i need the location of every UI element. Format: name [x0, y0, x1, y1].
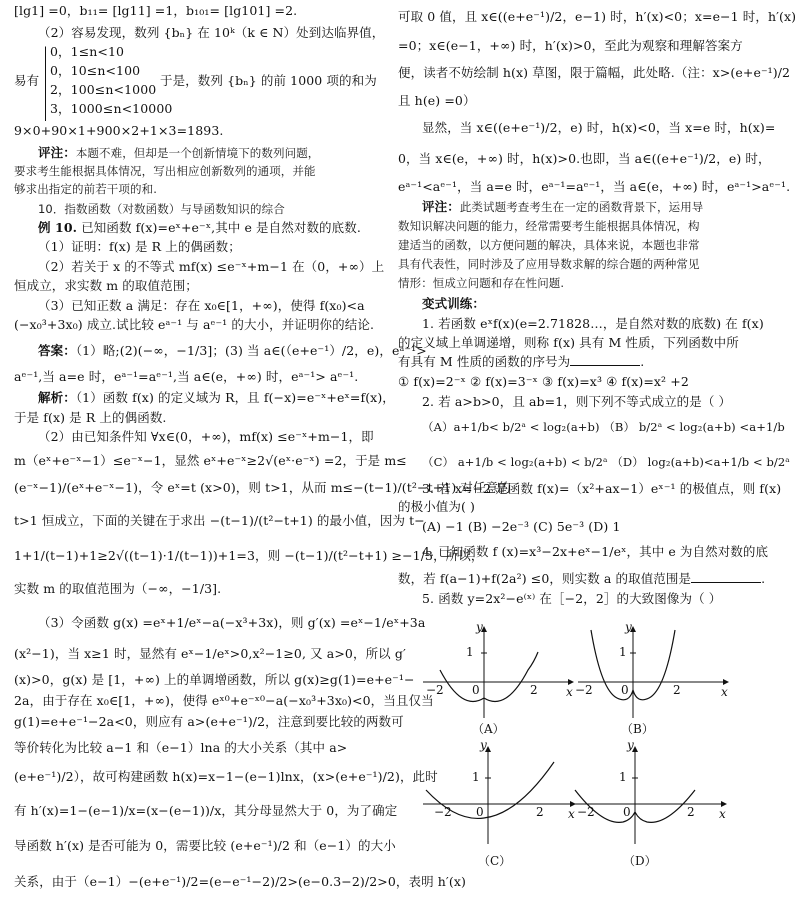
graph-c: [418, 738, 583, 870]
y-axis-label: y: [627, 738, 634, 752]
graph-caption: （B）: [621, 722, 654, 736]
graph-caption: （A）: [472, 722, 505, 736]
x-axis-label: x: [566, 685, 573, 699]
text-line: 的定义域上单调递增，则称 f(x) 具有 M 性质，下列函数中所: [398, 335, 739, 350]
text-line: （3）已知正数 a 满足：存在 x₀∈[1，+∞)，使得 f(x₀)<a: [38, 298, 365, 313]
answer-blank: [691, 570, 761, 583]
piecewise-case: 0，10≤n<100: [50, 63, 141, 78]
text-line: eᵃ⁻¹<aᵉ⁻¹，当 a=e 时，eᵃ⁻¹=aᵉ⁻¹，当 a∈(e，+∞) 时，eᵃ⁻¹>aᵉ⁻¹.: [398, 179, 791, 194]
section-heading: 10．指数函数（对数函数）与导函数知识的综合: [38, 202, 285, 216]
text-line: （2）由已知条件知 ∀x∈(0，+∞)，mf(x) ≤e⁻ˣ+m−1，即: [38, 429, 374, 444]
comment-text: 本题不难，但却是一个创新情境下的数列问题，: [75, 146, 320, 160]
answer-blank: [570, 353, 640, 366]
exercise-heading: 变式训练：: [422, 296, 486, 311]
text-line: 3. 若 x=−2 是函数 f(x)=（x²+ax−1）eˣ⁻¹ 的极值点，则 f(x): [422, 481, 782, 496]
comment-text: 此类试题考查考生在一定的函数背景下，运用导: [459, 200, 704, 214]
x-tick-label: 0: [472, 683, 480, 697]
y-tick-label: 1: [619, 770, 627, 784]
text-line: 于是，数列 {bₙ} 的前 1000 项的和为: [160, 73, 377, 88]
x-axis-label: x: [568, 807, 575, 821]
text-line: =0；x∈(e−1，+∞) 时，h′(x)>0，至此为观察和理解答案方: [398, 38, 743, 53]
text-line: g(1)=e+e⁻¹−2a<0，则应有 a>(e+e⁻¹)/2，注意到要比较的两数可: [14, 714, 404, 729]
text-line: (x²−1)，当 x≥1 时，显然有 eˣ−1/eˣ>0,x²−1≥0, 又 a>0，所以 g′: [14, 646, 406, 661]
text-line: 实数 m 的取值范围为（−∞，−1/3].: [14, 581, 222, 596]
graph-d: [563, 738, 733, 870]
example-label: 例 10.: [38, 220, 78, 235]
x-tick-label: −2: [577, 805, 595, 819]
comment-text: 建适当的函数，以方便问题的解决，具体来说，本题也非常: [398, 238, 700, 252]
comment-text: 够求出指定的前若干项的和.: [14, 182, 157, 196]
text-line: aᵉ⁻¹,当 a=e 时，eᵃ⁻¹=aᵉ⁻¹,当 a∈(e，+∞) 时，eᵃ⁻¹> aᵉ⁻¹.: [14, 369, 359, 384]
comment-text: 情形：恒成立问题和存在性问题.: [398, 276, 565, 290]
piecewise-case: 2，100≤n<1000: [50, 82, 157, 97]
right-column: 可取 0 值，且 x∈((e+e⁻¹)/2，e−1) 时，h′(x)<0；x=e−1 时，h′(x) =0；x∈(e−1，+∞) 时，h′(x)>0，至此为观察和理解答案方 便，读者不妨绘制 h(x) 草图，限于篇幅，此处略.（注：x>(e+e⁻¹)/2 且 h(e) =0） 显然，当 x∈((e+e⁻¹)/2，e) 时，h(x)<0，当 x=e 时，h(x)= 0，当 x∈(e，+∞) 时，h(x)>0.也即，当 a∈((e+e⁻¹)/2，e) 时， eᵃ⁻¹<aᵉ⁻¹，当 a=e 时，eᵃ⁻¹=aᵉ⁻¹，当 a∈(e，+∞) 时，eᵃ⁻¹>aᵉ⁻¹. 评注：此类试题考查考生在一定的函数背景下，运用导 数知识解决问题的能力，经常需要考生能根据具体情况，构 建适当的函数，以方便问题的解决，具体来说，本题也非常 具有代表性，同时涉及了应用导数求解的综合题的两种常见 情形：恒成立问题和存在性问题. 变式训练： 1. 若函数 eˣf(x)(e=2.71828…，是自然对数的底数) 在 f(x) 的定义域上单调递增，则称 f(x) 具有 M 性质，下列函数中所 有具有 M 性质的函数的序号为 . ① f(x)=2⁻ˣ ② f(x)=3⁻ˣ ③ f(x)=x³ ④ f(x)=x² +2 2. 若 a>b>0，且 ab=1，则下列不等式成立的是（ ） （A）a+1/b< b/2ᵃ < log₂(a+b) （B） b/2ᵃ < log₂(a+b) <a+1/b （C） a+1/b < log₂(a+b) < b/2ᵃ （D） log₂(a+b)<a+1/b < b/2ᵃ 3. 若 x=−2 是函数 f(x)=（x²+ax−1）eˣ⁻¹ 的极值点，则 f(x) 的极小值为( ) (A) −1 (B) −2e⁻³ (C) 5e⁻³ (D) 1 4. 已知函数 f (x)=x³−2x+eˣ−1/eˣ，其中 e 为自然对数的底 数，若 f(a−1)+f(2a²) ≤0，则实数 a 的取值范围是 . 5. 函数 y=2x²−e⁽ˣ⁾ 在［−2，2］的大致图像为（ ） y 1 −2 0 2 x （A） y 1 −2 0 2 x （B） y 1 −2 0 2 x （C） y 1 −2 0 2 x （D）: [398, 9, 797, 868]
y-axis-label: y: [476, 620, 483, 634]
option-line: (A) −1 (B) −2e⁻³ (C) 5e⁻³ (D) 1: [422, 519, 621, 534]
text-line: 2a，由于存在 x₀∈[1，+∞)，使得 eˣ⁰+e⁻ˣ⁰−a(−x₀³+3x₀)<0，当且仅当: [14, 693, 434, 708]
text-line: 有具有 M 性质的函数的序号为: [398, 354, 571, 369]
x-tick-label: −2: [575, 683, 593, 697]
y-axis-label: y: [625, 620, 632, 634]
graph-caption: （C）: [478, 854, 512, 868]
x-axis-label: x: [721, 685, 728, 699]
comment-text: 具有代表性，同时涉及了应用导数求解的综合题的两种常见: [398, 257, 700, 271]
text-line: 0，当 x∈(e，+∞) 时，h(x)>0.也即，当 a∈((e+e⁻¹)/2，e) 时，: [398, 151, 771, 166]
text-line: 1. 若函数 eˣf(x)(e=2.71828…，是自然对数的底数) 在 f(x): [422, 316, 764, 331]
text-line: （1）证明：f(x) 是 R 上的偶函数；: [38, 239, 241, 254]
solution-label: 解析：: [38, 390, 76, 405]
graph-a: [418, 620, 578, 735]
x-tick-label: 0: [621, 683, 629, 697]
text-line: (x)>0，g(x) 是 [1，+∞) 上的单调增函数，所以 g(x)≥g(1)=e+e⁻¹−: [14, 672, 415, 687]
y-tick-label: 1: [472, 770, 480, 784]
text-line: 数，若 f(a−1)+f(2a²) ≤0，则实数 a 的取值范围是: [398, 571, 692, 586]
x-tick-label: −2: [434, 805, 452, 819]
x-tick-label: 0: [476, 805, 484, 819]
graph-b: [573, 620, 733, 735]
text-line: 关系，由于（e−1）−(e+e⁻¹)/2=(e−e⁻¹−2)/2>(e−0.3−2)/2>0，表明 h′(x): [14, 874, 466, 889]
comment-label: 评注：: [38, 145, 76, 160]
text-line: 5. 函数 y=2x²−e⁽ˣ⁾ 在［−2，2］的大致图像为（ ）: [422, 591, 722, 606]
comment-label: 评注：: [422, 199, 460, 214]
x-tick-label: 2: [536, 805, 544, 819]
y-tick-label: 1: [619, 645, 627, 659]
text-line: 9×0+90×1+900×2+1×3=1893.: [14, 123, 224, 138]
text-line: 1+1/(t−1)+1≥2√((t−1)·1/(t−1))+1=3，则 −(t−1)/(t²−t+1) ≥−1/3，所以，: [14, 548, 484, 563]
solution-text: （1）函数 f(x) 的定义域为 R，且 f(−x)=e⁻ˣ+eˣ=f(x)，: [75, 390, 395, 405]
piecewise-case: 0，1≤n<10: [50, 44, 125, 59]
x-tick-label: −2: [426, 683, 444, 697]
text-line: (−x₀³+3x₀) 成立.试比较 eᵃ⁻¹ 与 aᵉ⁻¹ 的大小，并证明你的结论.: [14, 317, 375, 332]
text-line: （2）容易发现，数列 {bₙ} 在 10ᵏ（k ∈ N）处到达临界值，: [38, 25, 385, 40]
x-tick-label: 0: [623, 805, 631, 819]
x-tick-label: 2: [687, 805, 695, 819]
x-tick-label: 2: [530, 683, 538, 697]
text-line: (e+e⁻¹)/2），故可构建函数 h(x)=x−1−(e−1)lnx，(x>(e+e⁻¹)/2)，此时: [14, 769, 438, 784]
text-line: 2. 若 a>b>0，且 ab=1，则下列不等式成立的是（ ）: [422, 394, 732, 409]
answer-text: （1）略;(2)(−∞，−1/3]；(3) 当 a∈(（e+e⁻¹）/2，e)，eᵃ⁻¹>: [75, 343, 427, 358]
text-line: 导函数 h′(x) 是否可能为 0，需要比较 (e+e⁻¹)/2 和（e−1）的大小: [14, 838, 396, 853]
text-line: t>1 恒成立，下面的关键在于求出 −(t−1)/(t²−t+1) 的最小值，因为 t−: [14, 513, 425, 528]
text-line: （2）若关于 x 的不等式 mf(x) ≤e⁻ˣ+m−1 在（0，+∞）上: [38, 259, 385, 274]
option-line: （A）a+1/b< b/2ᵃ < log₂(a+b) （B） b/2ᵃ < log₂(a+b) <a+1/b: [422, 420, 785, 434]
piecewise-case: 3，1000≤n<10000: [50, 101, 173, 116]
comment-text: 要求考生能根据具体情况，写出相应创新数列的通项，并能: [14, 164, 316, 178]
example-text: 已知函数 f(x)=eˣ+e⁻ˣ,其中 e 是自然对数的底数.: [81, 220, 361, 235]
y-tick-label: 1: [466, 645, 474, 659]
graph-caption: （D）: [623, 854, 657, 868]
text-line: (e⁻ˣ−1)/(eˣ+e⁻ˣ−1)，令 eˣ=t (x>0)，则 t>1，从而 m≤−(t−1)/(t²−t+1) 对任意的: [14, 480, 511, 495]
text-line: m（eˣ+e⁻ˣ−1）≤e⁻ˣ−1，显然 eˣ+e⁻ˣ≥2√(eˣ·e⁻ˣ) =2，于是 m≤: [14, 453, 407, 468]
comment-text: 数知识解决问题的能力，经常需要考生能根据具体情况，构: [398, 219, 700, 233]
text-line: 显然，当 x∈((e+e⁻¹)/2，e) 时，h(x)<0，当 x=e 时，h(x)=: [422, 120, 776, 135]
text-line: 且 h(e) =0）: [398, 93, 476, 108]
option-line: ① f(x)=2⁻ˣ ② f(x)=3⁻ˣ ③ f(x)=x³ ④ f(x)=x² +2: [398, 374, 689, 389]
y-axis-label: y: [480, 738, 487, 752]
text-line: 恒成立，求实数 m 的取值范围；: [14, 278, 198, 293]
text-line: 可取 0 值，且 x∈((e+e⁻¹)/2，e−1) 时，h′(x)<0；x=e−1 时，h′(x): [398, 9, 797, 24]
piecewise-brace: [45, 46, 46, 121]
x-tick-label: 2: [673, 683, 681, 697]
x-axis-label: x: [719, 807, 726, 821]
text-line: 有 h′(x)=1−(e−1)/x=(x−(e−1))/x，其分母显然大于 0，为了确定: [14, 803, 398, 818]
text-line: 等价转化为比较 a−1 和（e−1）lna 的大小关系（其中 a>: [14, 740, 348, 755]
option-line: （C） a+1/b < log₂(a+b) < b/2ᵃ （D） log₂(a+b)<a+1/b < b/2ᵃ: [422, 455, 790, 469]
text-line: 易有: [14, 73, 40, 88]
text-line: 的极小值为( ): [398, 499, 476, 514]
text-line: 于是 f(x) 是 R 上的偶函数.: [14, 410, 167, 425]
answer-label: 答案：: [38, 343, 76, 358]
text-line: 便，读者不妨绘制 h(x) 草图，限于篇幅，此处略.（注：x>(e+e⁻¹)/2: [398, 65, 791, 80]
text-line: （3）令函数 g(x) =eˣ+1/eˣ−a(−x³+3x)，则 g′(x) =eˣ−1/eˣ+3a: [38, 615, 426, 630]
text-line: [lg1] =0，b₁₁= [lg11] =1，b₁₀₁= [lg101] =2.: [14, 3, 298, 18]
text-line: 4. 已知函数 f (x)=x³−2x+eˣ−1/eˣ，其中 e 为自然对数的底: [422, 544, 769, 559]
